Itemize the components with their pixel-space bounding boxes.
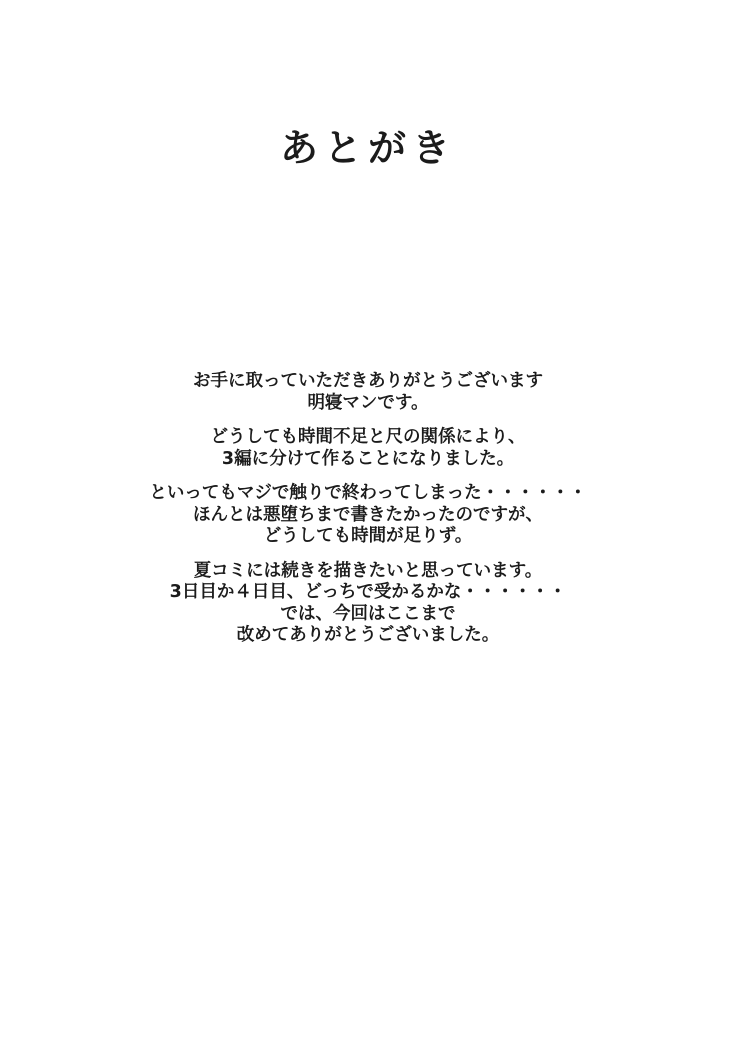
text-line: 夏コミには続きを描きたいと思っています。: [193, 560, 543, 581]
text-line: 改めてありがとうございました。: [236, 625, 500, 645]
text-line: 3日目か４日目、どっちで受かるかな・・・・・・: [169, 582, 567, 602]
text-line: どうしても時間不足と尺の関係により、: [210, 427, 526, 447]
text-line: 3編に分けて作ることになりました。: [221, 448, 515, 469]
afterword-text-block: [0, 371, 736, 647]
text-line: お手に取っていただきありがとうございます: [193, 371, 543, 391]
paragraph-split-into-three: [0, 427, 736, 470]
paragraph-time-shortage: [0, 483, 736, 548]
text-line: ほんとは悪堕ちまで書きたかったのですが、: [193, 504, 543, 525]
text-line: どうしても時間が足りず。: [263, 526, 473, 546]
page-title: あとがき: [279, 125, 456, 170]
paragraph-closing: [0, 561, 736, 647]
text-line: といってもマジで触りで終わってしまった・・・・・・: [149, 483, 587, 503]
text-line: では、今回はここまで: [280, 603, 456, 624]
text-line: 明寝マンです。: [307, 392, 429, 413]
paragraph-thanks: [0, 371, 736, 414]
